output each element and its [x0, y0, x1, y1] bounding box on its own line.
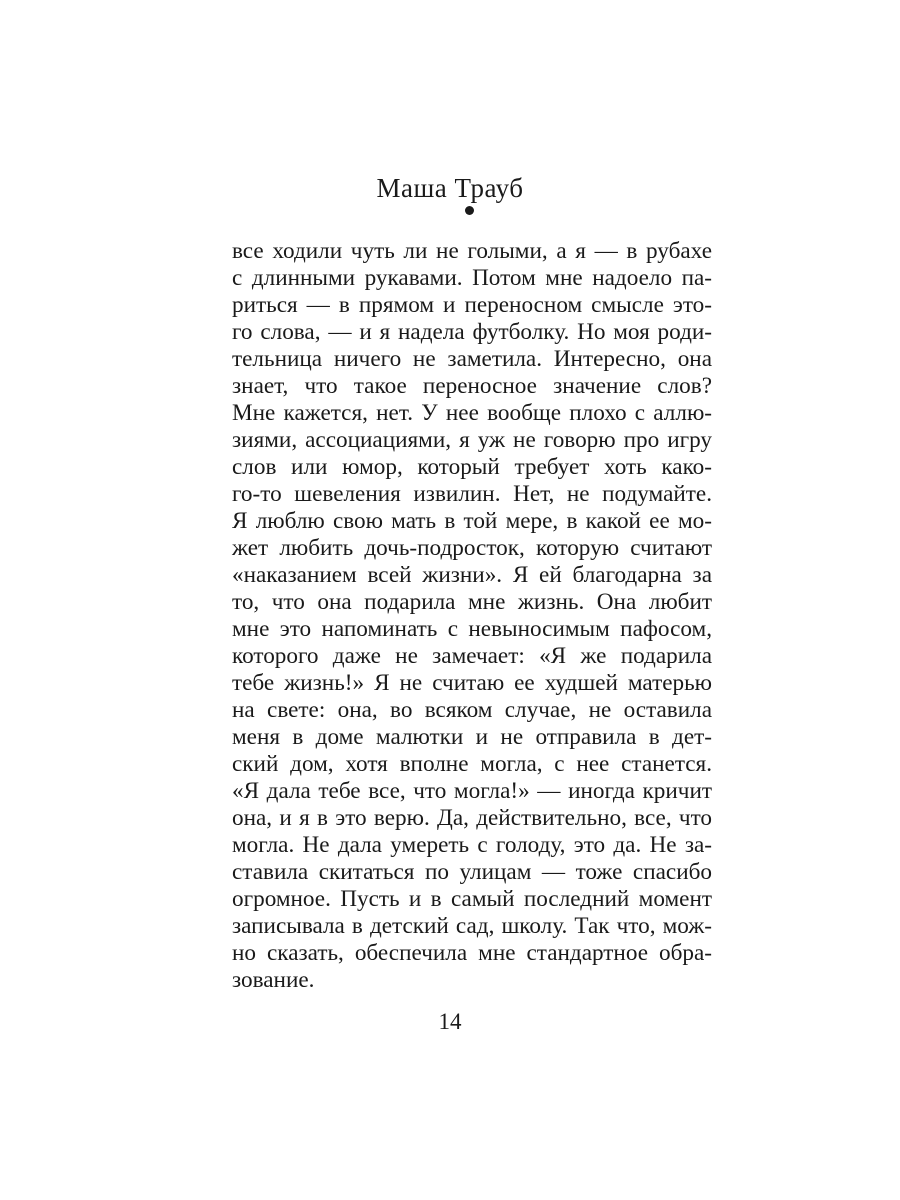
- text-line: на свете: она, во всяком случае, не оставила: [232, 697, 712, 723]
- text-line: Я люблю свою мать в той мере, в какой ее мо-: [232, 508, 712, 534]
- text-line: но сказать, обеспечила мне стандартное обра-: [232, 940, 712, 966]
- text-line: мне это напоминать с невыносимым пафосом,: [232, 616, 712, 642]
- text-line: огромное. Пусть и в самый последний момент: [232, 886, 712, 912]
- text-line: могла. Не дала умереть с голоду, это да. Не за-: [232, 832, 712, 858]
- text-line: то, что она подарила мне жизнь. Она любит: [232, 589, 712, 615]
- text-line-last: зование.: [232, 967, 315, 993]
- text-line: которого даже не замечает: «Я же подарила: [232, 643, 712, 669]
- body-text: [232, 238, 712, 994]
- text-line: зиями, ассоциациями, я уж не говорю про игру: [232, 427, 712, 453]
- text-line: она, и я в это верю. Да, действительно, все, что: [232, 805, 712, 831]
- text-line: тельница ничего не заметила. Интересно, она: [232, 346, 712, 372]
- text-line: Мне кажется, нет. У нее вообще плохо с аллю-: [232, 400, 712, 426]
- page-number: 14: [438, 1009, 462, 1034]
- text-line: с длинными рукавами. Потом мне надоело па-: [232, 265, 712, 291]
- ornament-dot: [465, 206, 474, 215]
- running-head-author: Маша Трауб: [376, 173, 524, 203]
- text-line: ставила скитаться по улицам — тоже спасибо: [232, 859, 712, 885]
- text-line: риться — в прямом и переносном смысле это-: [232, 292, 712, 318]
- text-line: меня в доме малютки и не отправила в дет-: [232, 724, 712, 750]
- text-line: го слова, — и я надела футболку. Но моя роди-: [232, 319, 712, 345]
- text-line: слов или юмор, который требует хоть како-: [232, 454, 712, 480]
- text-line: жет любить дочь-подросток, которую считают: [232, 535, 712, 561]
- text-line: ский дом, хотя вполне могла, с нее станется.: [232, 751, 712, 777]
- text-line: записывала в детский сад, школу. Так что, мож-: [232, 913, 712, 939]
- text-line: го-то шевеления извилин. Нет, не подумайте.: [232, 481, 712, 507]
- text-line: все ходили чуть ли не голыми, а я — в рубахе: [232, 238, 712, 264]
- text-line: знает, что такое переносное значение слов?: [232, 373, 712, 399]
- text-line: «наказанием всей жизни». Я ей благодарна за: [232, 562, 712, 588]
- text-line: тебе жизнь!» Я не считаю ее худшей матерью: [232, 670, 712, 696]
- text-line: «Я дала тебе все, что могла!» — иногда кричит: [232, 778, 712, 804]
